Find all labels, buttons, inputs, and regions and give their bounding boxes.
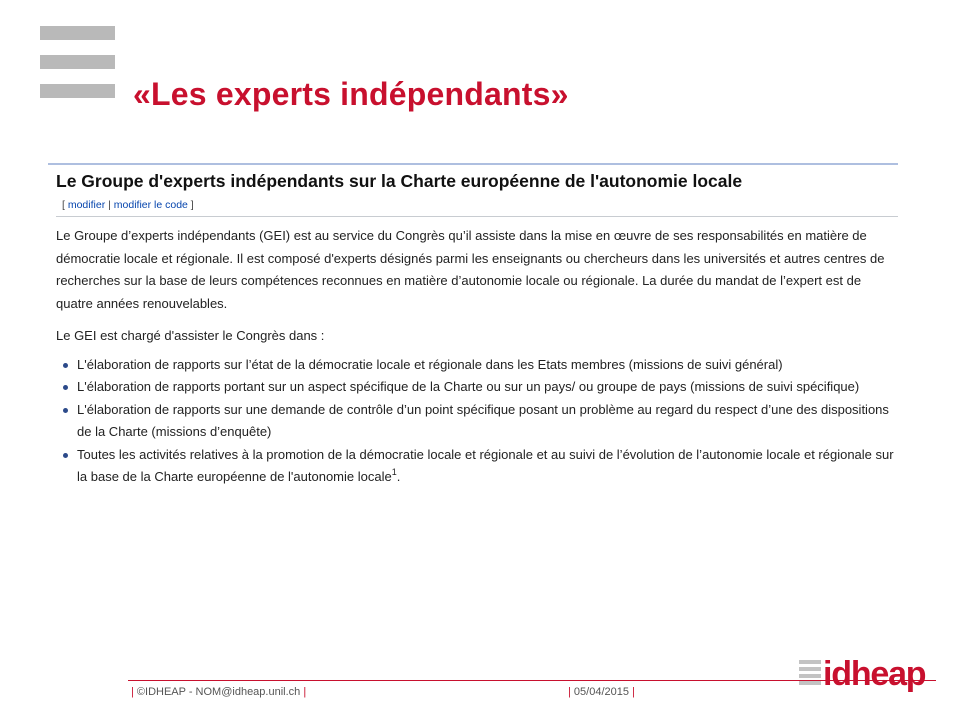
- list-item-text: Toutes les activités relatives à la promotion de la démocratie locale et régionale et au suivi de l’évolution de l’autonomie locale et régionale sur la base de la Charte européenne de l'autonomie locale: [77, 446, 894, 484]
- footer-bar-right: |: [303, 686, 307, 698]
- wiki-paragraph-intro: Le Groupe d’experts indépendants (GEI) est au service du Congrès qu’il assiste dans la mise en œuvre de ses responsabilités en matière de démocratie locale et régionale. Il est composé d'experts désignés parmi les enseignants ou chercheurs dans les universités et autres centres de recherches sur la base de leurs compétences reconnues en matière d’autonomie locale ou régionale. La durée du mandat de l’expert est de quatre années renouvelables.: [56, 228, 885, 311]
- slide-title: «Les experts indépendants»: [133, 76, 569, 112]
- list-item: L'élaboration de rapports sur l’état de la démocratie locale et régionale dans les Etats membres (missions de suivi général): [56, 354, 898, 377]
- footer-date-bar-left: |: [568, 686, 571, 698]
- edit-links: [62, 199, 898, 211]
- header-decoration-bar-3: [40, 84, 115, 98]
- footnote-reference[interactable]: 1: [391, 467, 397, 477]
- footer-copyright-text: ©IDHEAP - NOM@idheap.unil.ch: [136, 686, 301, 698]
- list-item-end: .: [396, 469, 401, 484]
- list-item: L'élaboration de rapports sur une demande de contrôle d’un point spécifique posant un problème au regard du respect d’une des dispositions de la Charte (missions d’enquête): [56, 399, 898, 444]
- logo-stripes: [799, 660, 821, 688]
- idheap-logo: [799, 655, 926, 694]
- wiki-heading-divider: [56, 216, 898, 217]
- edit-link[interactable]: modifier: [67, 199, 106, 211]
- edit-bracket-close: ]: [187, 199, 194, 211]
- wiki-paragraph-lead: Le GEI est chargé d'assister le Congrès dans :: [56, 328, 325, 343]
- logo-wordmark: idheap: [823, 655, 926, 693]
- edit-bracket-open: [: [62, 199, 68, 211]
- footer-copyright: [131, 686, 306, 698]
- header-decoration-bar-2: [40, 55, 115, 69]
- list-item: L'élaboration de rapports portant sur un aspect spécifique de la Charte ou sur un pays/ ou groupe de pays (missions de suivi spécifique): [56, 376, 898, 399]
- footer-date: [568, 686, 635, 698]
- header-decoration-bar-1: [40, 26, 115, 40]
- wiki-excerpt: [48, 163, 898, 489]
- list-item: [56, 444, 898, 489]
- edit-separator: |: [105, 199, 114, 211]
- wiki-top-divider: [48, 163, 898, 165]
- edit-source-link[interactable]: modifier le code: [113, 199, 188, 211]
- footer-date-bar-right: |: [632, 686, 635, 698]
- footer-bar-left: |: [131, 686, 134, 698]
- wiki-bullet-list: [56, 354, 898, 489]
- footer-date-text: 05/04/2015: [573, 686, 629, 698]
- wiki-section-heading: Le Groupe d'experts indépendants sur la Charte européenne de l'autonomie locale: [56, 171, 743, 191]
